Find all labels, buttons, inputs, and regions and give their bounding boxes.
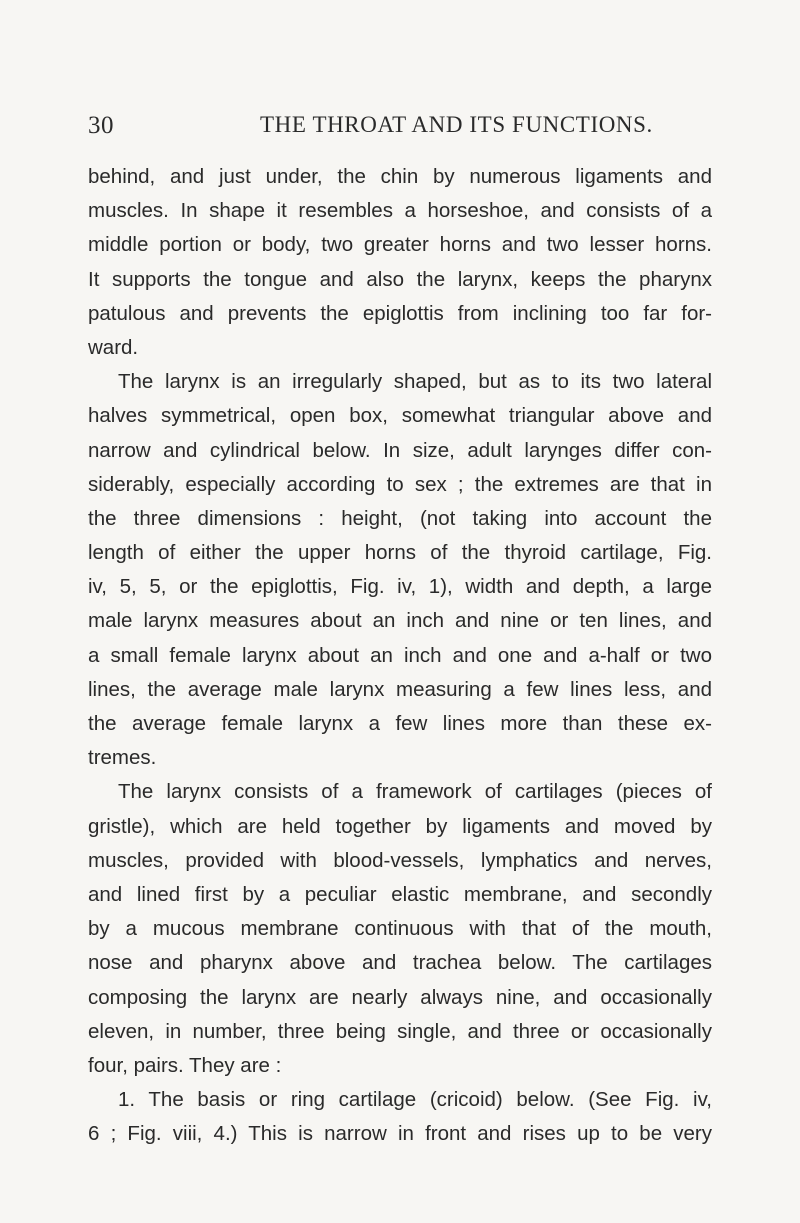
text-line: iv, 5, 5, or the epiglottis, Fig. iv, 1), width and depth, a large	[88, 575, 712, 599]
text-line: tremes.	[88, 746, 157, 770]
text-line: length of either the upper horns of the thyroid cartilage, Fig.	[88, 541, 712, 565]
text-line: middle portion or body, two greater horns and two lesser horns.	[88, 233, 712, 257]
text-line: muscles, provided with blood-vessels, lymphatics and nerves,	[88, 848, 712, 872]
text-line: halves symmetrical, open box, somewhat triangular above and	[88, 404, 712, 428]
text-line: the three dimensions : height, (not taking into account the	[88, 506, 712, 530]
text-line: The larynx consists of a framework of cartilages (pieces of	[118, 780, 712, 804]
body-text	[88, 160, 712, 1151]
page-header	[88, 112, 712, 148]
running-title: THE THROAT AND ITS FUNCTIONS.	[260, 112, 653, 137]
text-line: nose and pharynx above and trachea below. The cartilages	[88, 951, 712, 975]
text-line: The larynx is an irregularly shaped, but as to its two lateral	[118, 370, 712, 394]
text-line: siderably, especially according to sex ; the extremes are that in	[88, 472, 712, 496]
text-line: a small female larynx about an inch and one and a-half or two	[88, 643, 712, 667]
text-line: 6 ; Fig. viii, 4.) This is narrow in front and rises up to be very	[88, 1122, 712, 1146]
text-line: by a mucous membrane continuous with that of the mouth,	[88, 917, 712, 941]
text-line: narrow and cylindrical below. In size, adult larynges differ con-	[88, 438, 712, 462]
page-number: 30	[88, 112, 114, 139]
text-line: four, pairs. They are :	[88, 1053, 282, 1077]
text-line: patulous and prevents the epiglottis from inclining too far for-	[88, 301, 712, 325]
text-line: eleven, in number, three being single, and three or occasionally	[88, 1019, 712, 1043]
text-line: the average female larynx a few lines more than these ex-	[88, 712, 712, 735]
text-line: male larynx measures about an inch and nine or ten lines, and	[88, 609, 712, 633]
text-line: behind, and just under, the chin by numerous ligaments and	[88, 165, 712, 188]
text-line: and lined first by a peculiar elastic membrane, and secondly	[88, 882, 712, 906]
text-line: It supports the tongue and also the larynx, keeps the pharynx	[88, 267, 712, 291]
text-line: muscles. In shape it resembles a horseshoe, and consists of a	[88, 199, 712, 223]
text-line: ward.	[88, 335, 139, 359]
text-line: gristle), which are held together by ligaments and moved by	[88, 814, 712, 838]
text-line: composing the larynx are nearly always nine, and occasionally	[88, 985, 712, 1009]
text-line: lines, the average male larynx measuring a few lines less, and	[88, 677, 712, 701]
text-line: 1. The basis or ring cartilage (cricoid) below. (See Fig. iv,	[118, 1088, 712, 1112]
